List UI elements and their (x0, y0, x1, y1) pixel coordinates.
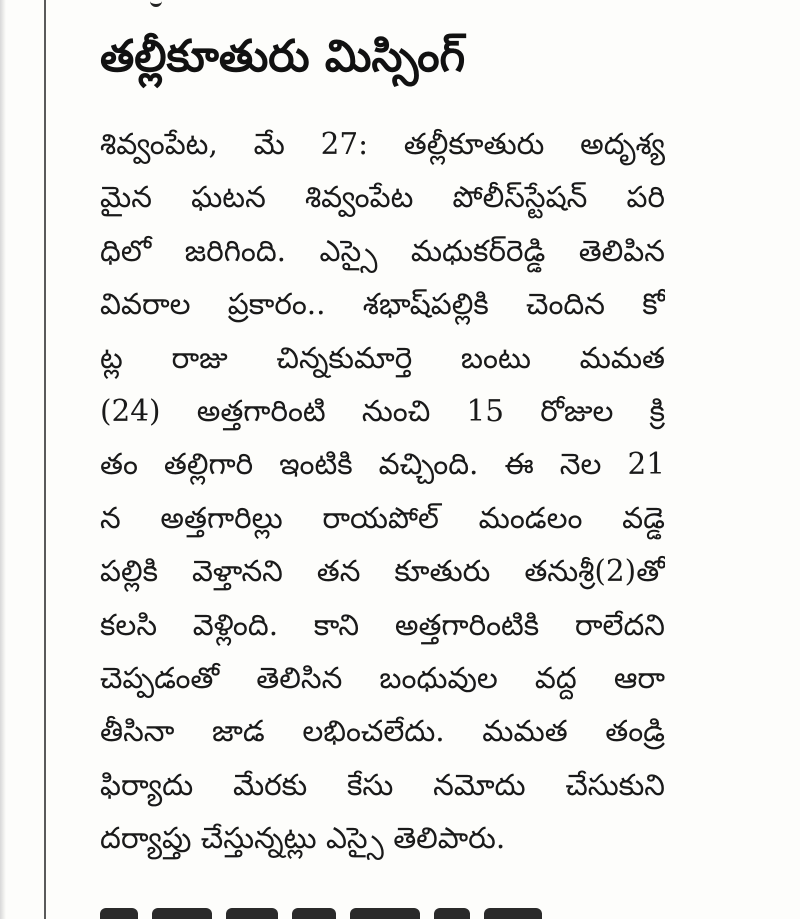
article-body-line: తం తల్లిగారి ఇంటికి వచ్చింది. ఈ నెల 21 (100, 447, 665, 482)
article-body-line: శివ్వంపేట, మే 27: తల్లీకూతురు అదృశ్య (100, 127, 665, 161)
cropped-text-fragment-top (150, 0, 162, 7)
article-body-line: ట్ల రాజు చిన్నకుమార్తె బంటు మమత (100, 340, 665, 375)
article-body-line: ధిలో జరిగింది. ఎస్సై మధుకర్‌రెడ్డి తెలిపిన (100, 233, 665, 268)
article-body-line: కలసి వెళ్లింది. కాని అత్తగారింటికి రాలేదని (100, 607, 665, 642)
article-body-line-last: దర్యాప్తు చేస్తున్నట్లు ఎస్సై తెలిపారు. (100, 821, 506, 856)
column-divider-rule (44, 0, 46, 919)
cropped-next-headline-fragment (100, 900, 660, 919)
article-body-line: పల్లికి వెళ్తానని తన కూతురు తనుశ్రీ(2)తో (100, 554, 665, 589)
article-body-line: చెప్పడంతో తెలిసిన బంధువుల వద్ద ఆరా (100, 660, 665, 695)
article-body-line: వివరాల ప్రకారం.. శభాష్‌పల్లికి చెందిన కో (100, 287, 665, 322)
article-body (100, 118, 665, 865)
article-body-line: న అత్తగారిల్లు రాయపోల్ మండలం వడ్డె (100, 500, 665, 535)
article-body-line: మైన ఘటన శివ్వంపేట పోలీస్‌స్టేషన్ పరి (100, 180, 665, 215)
article-body-line: తీసినా జాడ లభించలేదు. మమత తండ్రి (100, 714, 665, 749)
page-edge-shadow (0, 0, 6, 919)
article-headline: తల్లీకూతురు మిస్సింగ్ (100, 31, 466, 82)
article-body-line: ఫిర్యాదు మేరకు కేసు నమోదు చేసుకుని (100, 767, 665, 802)
article-body-line: (24) అత్తగారింటి నుంచి 15 రోజుల క్రి (100, 393, 665, 428)
